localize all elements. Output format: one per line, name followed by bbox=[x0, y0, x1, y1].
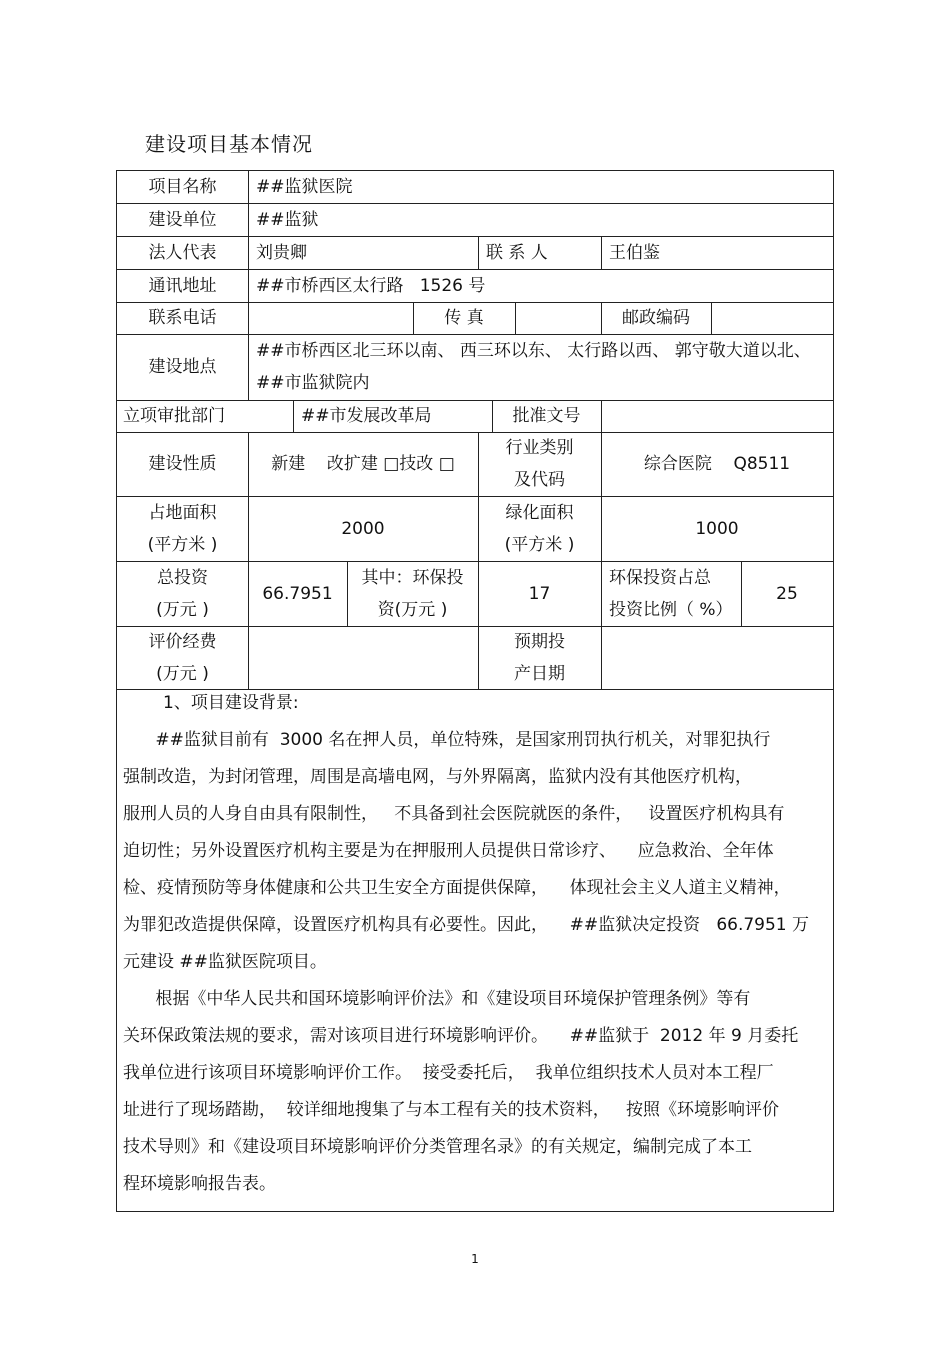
env-ratio-label bbox=[601, 561, 741, 626]
approval-dept-label: 立项审批部门 bbox=[123, 406, 225, 426]
project-name-value: ##监狱医院 bbox=[256, 177, 353, 197]
env-invest-label-line: 资(万元 ) bbox=[377, 599, 448, 620]
invest-value: 66.7951 bbox=[262, 583, 333, 604]
body-line: 迫切性；另外设置医疗机构主要是为在押服刑人员提供日常诊疗、 应急救治、全年体 bbox=[123, 841, 774, 861]
body-line: 强制改造，为封闭管理，周围是高墙电网，与外界隔离，监狱内没有其他医疗机构， bbox=[123, 767, 752, 787]
postcode-label: 邮政编码 bbox=[622, 308, 690, 328]
site-label: 建设地点 bbox=[148, 357, 217, 377]
body-line: ##监狱目前有 3000 名在押人员，单位特殊，是国家刑罚执行机关，对罪犯执行 bbox=[123, 730, 771, 750]
env-ratio-value: 25 bbox=[776, 583, 798, 604]
industry-label-line: 行业类别 bbox=[505, 438, 574, 458]
nature-value: 新建 改扩建 □技改 □ bbox=[271, 454, 455, 474]
fax-label: 传 真 bbox=[444, 308, 484, 328]
builder-label: 建设单位 bbox=[148, 209, 217, 230]
prod-date-label-line: 产日期 bbox=[514, 663, 565, 684]
phone-value bbox=[248, 302, 413, 334]
env-invest-label bbox=[347, 561, 478, 626]
address-value: ##市桥西区太行路 1526 号 bbox=[256, 275, 486, 296]
body-line: 元建设 ##监狱医院项目。 bbox=[123, 952, 327, 972]
eval-fee-value bbox=[248, 626, 478, 689]
eval-fee-label-line: (万元 ) bbox=[156, 663, 209, 684]
page-number: 1 bbox=[471, 1252, 479, 1266]
approval-dept-value: ##市发展改革局 bbox=[301, 406, 432, 426]
body-line: 服刑人员的人身自由具有限制性， 不具备到社会医院就医的条件， 设置医疗机构具有 bbox=[123, 804, 785, 824]
approval-no-value bbox=[601, 400, 833, 432]
phone-label: 联系电话 bbox=[148, 308, 217, 328]
body-line: 程环境影响报告表。 bbox=[123, 1174, 276, 1194]
legal-rep-label: 法人代表 bbox=[148, 242, 217, 263]
body-line: 技术导则》和《建设项目环境影响评价分类管理名录》的有关规定，编制完成了本工 bbox=[123, 1137, 752, 1157]
builder-value: ##监狱 bbox=[256, 209, 319, 230]
area-label bbox=[117, 496, 248, 561]
industry-value: 综合医院 Q8511 bbox=[643, 454, 791, 474]
green-label bbox=[478, 496, 601, 561]
site-line: ##市桥西区北三环以南、 西三环以东、 太行路以西、 郭守敬大道以北、 bbox=[256, 341, 811, 361]
area-label-line: 占地面积 bbox=[148, 502, 217, 523]
background-section bbox=[123, 685, 827, 1203]
env-ratio-label-line: 环保投资占总 bbox=[609, 567, 711, 588]
body-line: 址进行了现场踏勘， 较详细地搜集了与本工程有关的技术资料， 按照《环境影响评价 bbox=[123, 1100, 780, 1120]
body-line: 为罪犯改造提供保障，设置医疗机构具有必要性。因此， ##监狱决定投资 66.7951 万 bbox=[123, 915, 810, 935]
body-line: 关环保政策法规的要求，需对该项目进行环境影响评价。 ##监狱于 2012 年 9 月委托 bbox=[123, 1026, 799, 1046]
invest-label bbox=[117, 561, 248, 626]
site-value bbox=[248, 334, 833, 400]
contact-value: 王伯鉴 bbox=[609, 242, 660, 263]
eval-fee-label bbox=[117, 626, 248, 689]
contact-label: 联 系 人 bbox=[486, 242, 548, 263]
project-info-table bbox=[116, 170, 834, 1212]
background-heading: 1、项目建设背景: bbox=[163, 693, 299, 713]
green-value: 1000 bbox=[695, 518, 739, 539]
env-invest-label-line: 其中：环保投 bbox=[361, 567, 464, 588]
area-value: 2000 bbox=[341, 518, 385, 539]
approval-no-label: 批准文号 bbox=[512, 406, 581, 426]
prod-date-label-line: 预期投 bbox=[514, 631, 565, 652]
area-label-line: (平方米 ) bbox=[147, 534, 218, 555]
nature-label: 建设性质 bbox=[148, 454, 217, 474]
body-line: 检、疫情预防等身体健康和公共卫生安全方面提供保障， 体现社会主义人道主义精神， bbox=[123, 878, 791, 898]
industry-label bbox=[478, 432, 601, 496]
address-label: 通讯地址 bbox=[148, 275, 217, 296]
postcode-value bbox=[711, 302, 833, 334]
industry-label-line: 及代码 bbox=[514, 470, 565, 490]
env-ratio-label-line: 投资比例（ %） bbox=[609, 599, 733, 620]
invest-label-line: 总投资 bbox=[157, 567, 208, 588]
green-label-line: 绿化面积 bbox=[505, 502, 574, 523]
legal-rep-value: 刘贵卿 bbox=[256, 242, 307, 263]
prod-date-label bbox=[478, 626, 601, 689]
fax-value bbox=[515, 302, 601, 334]
project-name-label: 项目名称 bbox=[148, 177, 217, 197]
env-invest-value: 17 bbox=[528, 583, 551, 604]
body-line: 我单位进行该项目环境影响评价工作。 接受委托后， 我单位组织技术人员对本工程厂 bbox=[123, 1063, 774, 1083]
body-line: 根据《中华人民共和国环境影响评价法》和《建设项目环境保护管理条例》等有 bbox=[123, 989, 751, 1009]
prod-date-value bbox=[601, 626, 833, 689]
site-line: ##市监狱院内 bbox=[256, 373, 370, 393]
invest-label-line: (万元 ) bbox=[156, 599, 209, 620]
page-title: 建设项目基本情况 bbox=[145, 132, 313, 156]
green-label-line: (平方米 ) bbox=[504, 534, 575, 555]
eval-fee-label-line: 评价经费 bbox=[148, 631, 217, 652]
